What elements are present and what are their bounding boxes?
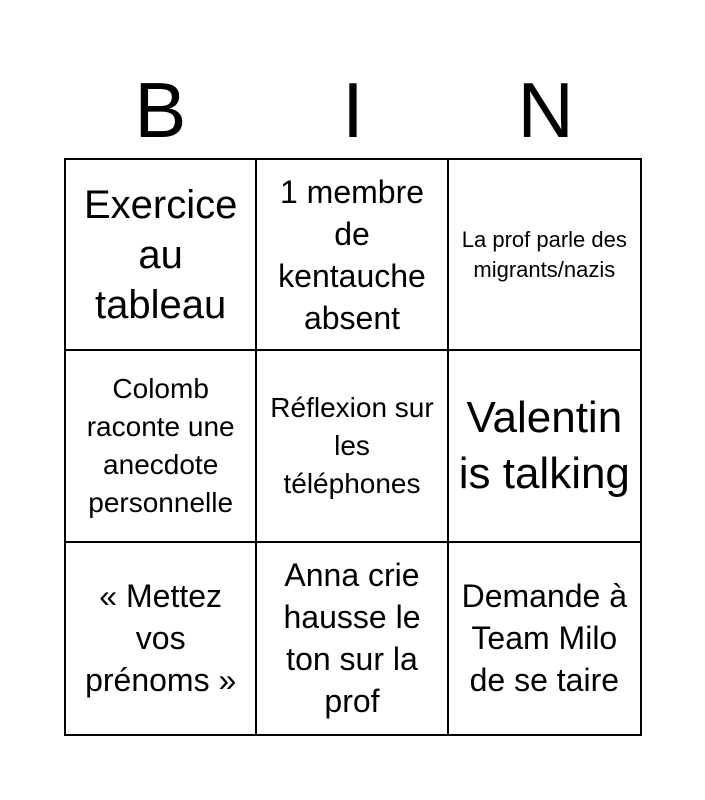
- bingo-cell-2[interactable]: [257, 160, 448, 351]
- bingo-cell-8[interactable]: [257, 543, 448, 734]
- bingo-cell-text: Réflexion sur les téléphones: [270, 391, 434, 499]
- bingo-cell-text: Anna crie hausse le ton sur la prof: [283, 557, 421, 720]
- bingo-cell-7[interactable]: [66, 543, 257, 734]
- bingo-board: [64, 158, 642, 736]
- bingo-header: [64, 62, 642, 158]
- header-letter-n: N: [517, 66, 574, 154]
- bingo-cell-text: La prof parle des migrants/nazis: [461, 226, 627, 282]
- bingo-cell-3[interactable]: [449, 160, 640, 351]
- bingo-cell-text: Demande à Team Milo de se taire: [461, 578, 628, 699]
- bingo-cell-text: Exercice au tableau: [83, 182, 238, 327]
- bingo-cell-5[interactable]: [257, 351, 448, 542]
- bingo-cell-text: Valentin is talking: [458, 392, 630, 498]
- bingo-cell-9[interactable]: [449, 543, 640, 734]
- header-letter-i: I: [342, 66, 364, 154]
- bingo-cell-text: Colomb raconte une anecdote personnelle: [86, 372, 235, 518]
- bingo-cell-text: 1 membre de kentauche absent: [278, 173, 426, 336]
- bingo-cell-text: « Mettez vos prénoms »: [85, 578, 237, 699]
- bingo-cell-6[interactable]: [449, 351, 640, 542]
- bingo-cell-4[interactable]: [66, 351, 257, 542]
- header-letter-b: B: [134, 66, 187, 154]
- bingo-cell-1[interactable]: [66, 160, 257, 351]
